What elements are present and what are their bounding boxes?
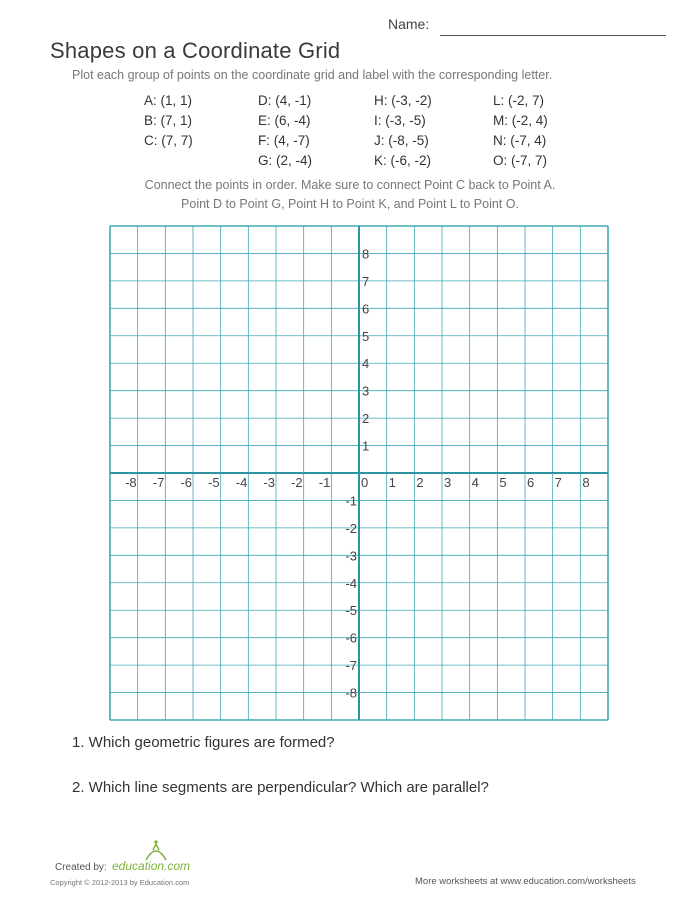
point-o: O: (-7, 7) [493,153,548,168]
x-tick-label: 6 [527,475,535,490]
x-tick-label: -5 [208,475,220,490]
y-tick-label: -3 [345,548,357,564]
instructions: Plot each group of points on the coordinate grid and label with the corresponding letter. [72,68,553,82]
education-logo-icon [143,838,169,862]
x-tick-label: -6 [180,475,192,490]
y-tick-label: 1 [362,438,370,454]
question-1: 1. Which geometric figures are formed? [72,734,335,751]
point-b: B: (7, 1) [144,113,193,128]
point-f: F: (4, -7) [258,133,310,148]
x-tick-label: 3 [444,475,452,490]
x-tick-label: -8 [125,475,137,490]
footer-more-worksheets: More worksheets at www.education.com/worksheets [415,876,636,887]
footer-brand-logo: education.com [112,859,191,873]
x-tick-label: -1 [318,475,331,490]
x-tick-label: 1 [388,475,396,490]
point-d: D: (4, -1) [258,93,312,108]
x-tick-label: 8 [582,475,590,490]
y-tick-label: 5 [362,328,370,344]
x-tick-label: 5 [499,475,507,490]
y-tick-label: 6 [362,301,370,317]
y-tick-label: 7 [362,273,370,289]
name-label: Name: [388,16,430,32]
y-tick-label: -8 [345,685,357,701]
point-h: H: (-3, -2) [374,93,432,108]
y-tick-label: -4 [345,575,357,591]
y-tick-label: -5 [345,603,357,619]
point-n: N: (-7, 4) [493,133,547,148]
y-tick-label: -6 [345,630,357,646]
point-k: K: (-6, -2) [374,153,432,168]
y-tick-label: 2 [362,411,370,427]
y-tick-label: 4 [362,356,370,372]
y-tick-label: 3 [362,383,370,399]
connect-instructions-1: Connect the points in order. Make sure to connect Point C back to Point A. [144,178,556,192]
x-tick-label: -7 [152,475,165,490]
point-a: A: (1, 1) [144,93,193,108]
x-tick-label: 4 [471,475,479,490]
point-c: C: (7, 7) [144,133,193,148]
point-g: G: (2, -4) [258,153,313,168]
footer-created-by: Created by: [55,862,107,873]
page-title: Shapes on a Coordinate Grid [50,38,341,63]
y-tick-label: -1 [345,493,357,509]
x-tick-label: 2 [416,475,424,490]
y-tick-label: -7 [345,658,357,674]
x-tick-label: -2 [291,475,303,490]
point-l: L: (-2, 7) [493,93,545,108]
x-tick-label: 7 [554,475,562,490]
connect-instructions-2: Point D to Point G, Point H to Point K, and Point L to Point O. [181,197,519,211]
y-tick-label: -2 [345,520,357,536]
x-tick-label: -4 [235,475,248,490]
question-2: 2. Which line segments are perpendicular? Which are parallel? [72,779,489,796]
point-m: M: (-2, 4) [493,113,548,128]
x-tick-label: 0 [361,475,369,490]
point-j: J: (-8, -5) [374,133,429,148]
footer-copyright: Copyright © 2012-2013 by Education.com [50,878,190,887]
y-tick-label: 8 [362,246,370,262]
point-i: I: (-3, -5) [374,113,426,128]
x-tick-label: -3 [263,475,275,490]
point-e: E: (6, -4) [258,113,311,128]
